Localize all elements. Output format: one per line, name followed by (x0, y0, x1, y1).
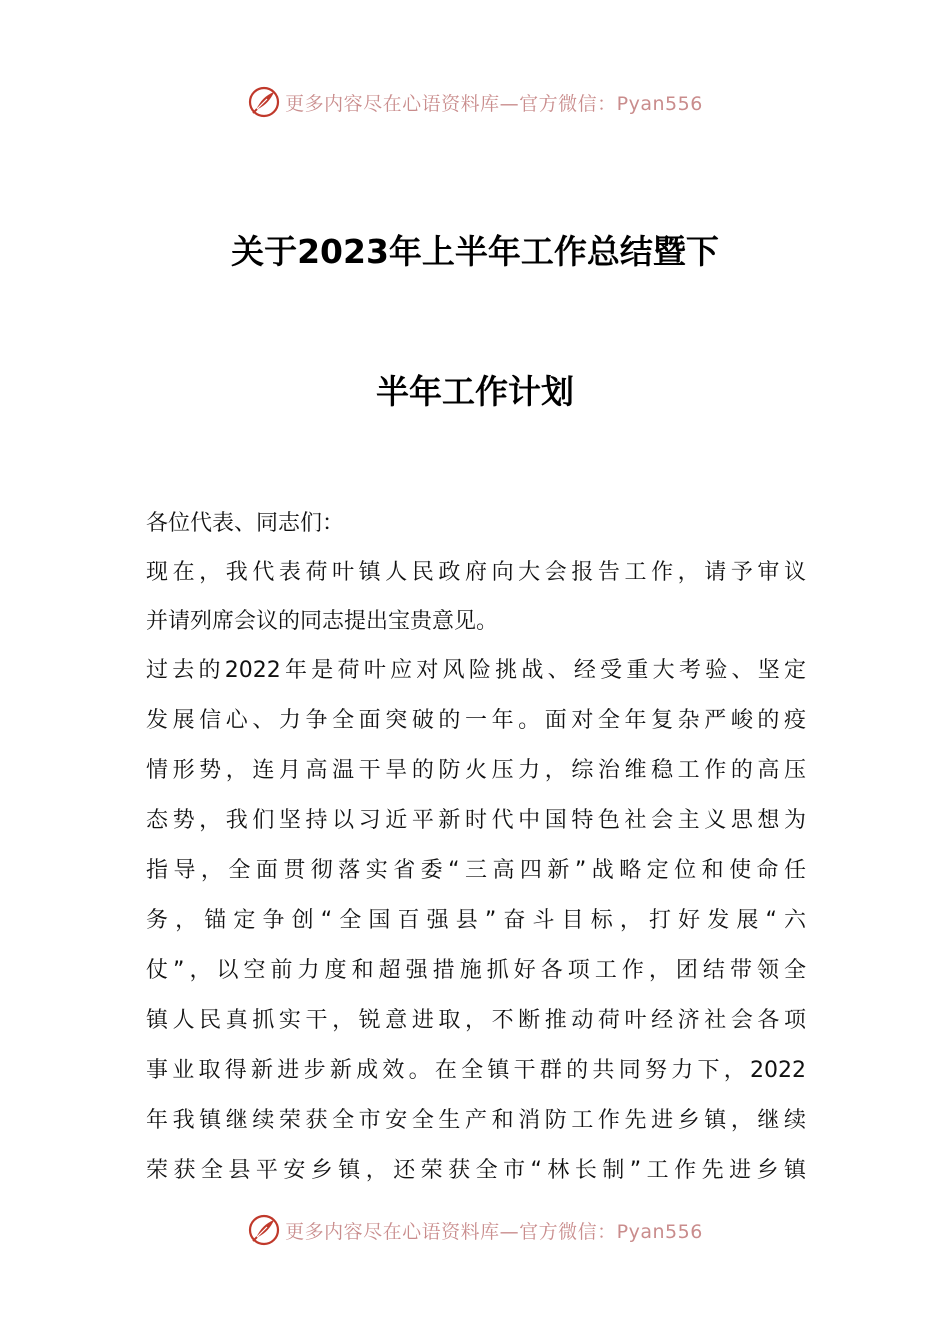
salutation-line: 各位代表、同志们： (146, 511, 345, 536)
paragraph-line: 并请列席会议的同志提出宝贵意见。 (146, 609, 499, 634)
paragraph-line: 仗”，以空前力度和超强措施抓好各项工作，团结带领全 (146, 958, 806, 983)
watermark-text: 更多内容尽在心语资料库—官方微信：Pyan556 (285, 1220, 703, 1243)
document-title-line-2: 半年工作计划 (376, 372, 574, 411)
paragraph-line: 发展信心、力争全面突破的一年。面对全年复杂严峻的疫 (146, 708, 806, 733)
paragraph-line: 情形势，连月高温干旱的防火压力，综治维稳工作的高压 (146, 758, 806, 783)
paragraph-line: 事业取得新进步新成效。在全镇干群的共同努力下，2022 (146, 1058, 806, 1083)
paragraph-line: 态势，我们坚持以习近平新时代中国特色社会主义思想为 (146, 808, 806, 833)
paragraph-line: 年我镇继续荣获全市安全生产和消防工作先进乡镇，继续 (146, 1108, 806, 1133)
paragraph-line: 指导，全面贯彻落实省委“三高四新”战略定位和使命任 (146, 858, 806, 883)
feather-pen-circle-icon (247, 85, 281, 119)
document-title-line-1: 关于2023年上半年工作总结暨下 (231, 232, 719, 271)
paragraph-line: 现在，我代表荷叶镇人民政府向大会报告工作，请予审议 (146, 560, 806, 585)
footer-watermark (0, 1208, 950, 1252)
paragraph-line: 镇人民真抓实干，锐意进取，不断推动荷叶经济社会各项 (146, 1008, 806, 1033)
watermark-text: 更多内容尽在心语资料库—官方微信：Pyan556 (285, 92, 703, 115)
paragraph-line: 务，锚定争创“全国百强县”奋斗目标，打好发展“六 (146, 908, 806, 933)
feather-pen-circle-icon (247, 1213, 281, 1247)
paragraph-line: 过去的2022年是荷叶应对风险挑战、经受重大考验、坚定 (146, 658, 806, 683)
header-watermark (0, 80, 950, 124)
paragraph-line: 荣获全县平安乡镇，还荣获全市“林长制”工作先进乡镇 (146, 1158, 806, 1183)
